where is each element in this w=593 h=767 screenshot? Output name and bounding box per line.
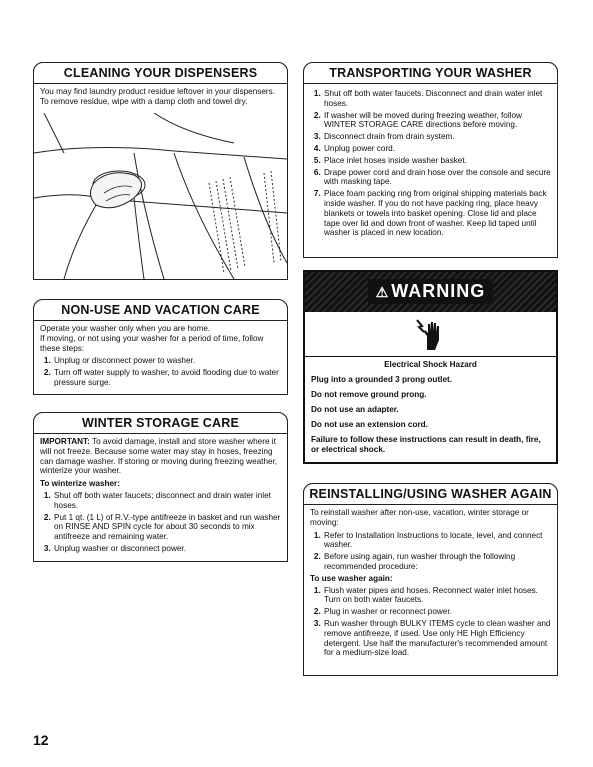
list-item: 1. Refer to Installation Instructions to locate, level, and connect washer. — [323, 531, 551, 551]
list-item: 6. Drape power cord and drain hose over the console and secure with masking tape. — [323, 168, 551, 188]
list-item: 1. Unplug or disconnect power to washer. — [53, 356, 281, 366]
nonuse-section — [33, 299, 288, 395]
list-item: 2. If washer will be moved during freezing weather, follow WINTER STORAGE CARE directions before moving. — [323, 111, 551, 131]
warning-banner — [305, 272, 556, 312]
list-item: 7. Place foam packing ring from original shipping materials back inside washer. If you do not have packing ring, place heavy blankets or towels into basket opening. Close lid and place tape over lid and down front of washer. Keep lid taped until washer is placed in new location. — [323, 189, 551, 238]
cleaning-text: You may find laundry product residue leftover in your dispensers. To remove residue, wipe with a damp cloth and towel dry. — [40, 87, 275, 106]
winter-title: WINTER STORAGE CARE — [33, 412, 288, 434]
nonuse-intro2: If moving, or not using your washer for a period of time, follow these steps: — [40, 333, 264, 353]
reinstall-section — [303, 483, 558, 676]
important-label: IMPORTANT: — [40, 437, 90, 446]
transport-title: TRANSPORTING YOUR WASHER — [303, 62, 558, 84]
warning-line: Do not use an extension cord. — [311, 420, 428, 429]
warning-line: Plug into a grounded 3 prong outlet. — [311, 375, 452, 384]
list-item: 2. Before using again, run washer through the following recommended procedure: — [323, 552, 551, 572]
dispenser-illustration — [34, 113, 287, 279]
warning-divider — [305, 356, 556, 357]
warning-triangle-icon: ⚠ — [375, 284, 390, 300]
winterize-subhead: To winterize washer: — [40, 479, 120, 489]
transport-section — [303, 62, 558, 258]
list-item: 3. Disconnect drain from drain system. — [323, 132, 551, 142]
reinstall-title: REINSTALLING/USING WASHER AGAIN — [303, 483, 558, 505]
list-item: 2. Put 1 qt. (1 L) of R.V.-type antifreeze in basket and run washer on RINSE AND SPIN cycle for about 30 seconds to mix antifreeze and remaining water. — [53, 513, 281, 542]
warning-box — [303, 270, 558, 464]
winter-section — [33, 412, 288, 562]
nonuse-title: NON-USE AND VACATION CARE — [33, 299, 288, 321]
list-item: 2. Turn off water supply to washer, to avoid flooding due to water pressure surge. — [53, 368, 281, 388]
list-item: 3. Unplug washer or disconnect power. — [53, 544, 281, 554]
reinstall-intro: To reinstall washer after non-use, vacation, winter storage or moving: — [310, 508, 529, 527]
list-item: 4. Unplug power cord. — [323, 144, 551, 154]
list-item: 1. Flush water pipes and hoses. Reconnect water inlet hoses. Turn on both water faucets. — [323, 586, 551, 606]
page-number: 12 — [33, 732, 49, 748]
list-item: 1. Shut off both water faucets; disconnect and drain water inlet hoses. — [53, 491, 281, 511]
list-item: 5. Place inlet hoses inside washer basket. — [323, 156, 551, 166]
hazard-title: Electrical Shock Hazard — [384, 360, 477, 369]
use-again-subhead: To use washer again: — [310, 573, 393, 583]
list-item: 2. Plug in washer or reconnect power. — [323, 607, 551, 617]
warning-line: Do not remove ground prong. — [311, 390, 427, 399]
warning-line: Failure to follow these instructions can result in death, fire, or electrical shock. — [311, 435, 541, 454]
cleaning-title: CLEANING YOUR DISPENSERS — [33, 62, 288, 84]
warning-line: Do not use an adapter. — [311, 405, 399, 414]
electrical-shock-hand-icon — [413, 316, 449, 352]
list-item: 1. Shut off both water faucets. Disconnect and drain water inlet hoses. — [323, 89, 551, 109]
warning-label: WARNING — [391, 281, 486, 301]
cleaning-section — [33, 62, 288, 280]
important-text: To avoid damage, install and store washer where it will not freeze. Because some water may stay in hoses, freezing can damage washer. If storing or moving during freezing weather, winterize your washer. — [40, 437, 278, 476]
nonuse-intro1: Operate your washer only when you are home. — [40, 324, 211, 333]
list-item: 3. Run washer through BULKY ITEMS cycle to clean washer and remove antifreeze, if used. Use only HE High Efficiency detergent. Use half the manufacturer's recommended amount for a medium-size load. — [323, 619, 551, 658]
